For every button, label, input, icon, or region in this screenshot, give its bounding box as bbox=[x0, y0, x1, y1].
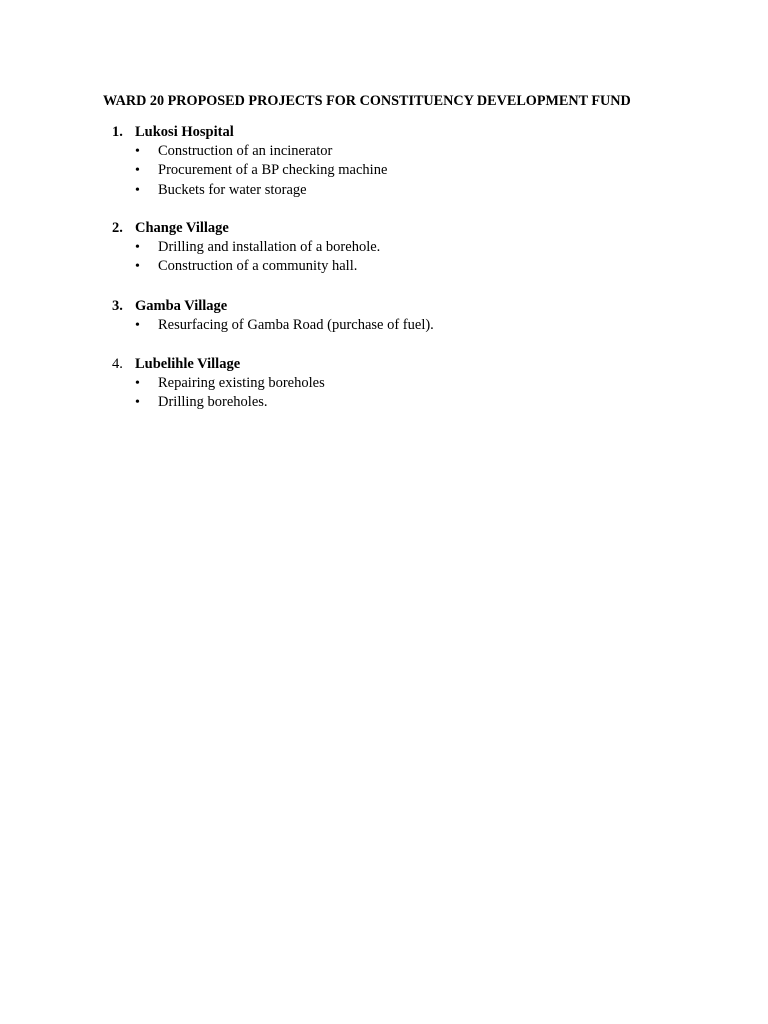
bullet-icon: • bbox=[135, 259, 140, 275]
bullet-icon: • bbox=[135, 144, 140, 159]
section-heading bbox=[112, 296, 712, 316]
bullet-icon: • bbox=[135, 163, 140, 179]
project-list bbox=[112, 374, 712, 413]
project-section-2 bbox=[112, 218, 712, 277]
list-item-text: Repairing existing boreholes bbox=[158, 375, 325, 391]
section-number: 3. bbox=[112, 298, 123, 314]
list-item bbox=[112, 316, 712, 335]
project-section-3 bbox=[112, 296, 712, 335]
project-list bbox=[112, 238, 712, 277]
list-item bbox=[112, 374, 712, 393]
list-item-text: Construction of an incinerator bbox=[158, 143, 333, 159]
section-number: 2. bbox=[112, 220, 123, 236]
project-section-4 bbox=[112, 354, 712, 413]
bullet-icon: • bbox=[135, 395, 140, 411]
bullet-icon: • bbox=[135, 240, 140, 255]
list-item-text: Drilling boreholes. bbox=[158, 394, 268, 411]
list-item-text: Resurfacing of Gamba Road (purchase of fuel). bbox=[158, 317, 434, 333]
section-heading bbox=[112, 218, 712, 238]
section-number: 1. bbox=[112, 124, 123, 140]
section-name: Lukosi Hospital bbox=[135, 124, 234, 140]
bullet-icon: • bbox=[135, 318, 140, 333]
list-item-text: Construction of a community hall. bbox=[158, 258, 358, 275]
list-item-text: Drilling and installation of a borehole. bbox=[158, 239, 381, 255]
section-heading bbox=[112, 354, 712, 374]
list-item-text: Buckets for water storage bbox=[158, 181, 307, 198]
list-item bbox=[112, 257, 712, 276]
project-section-1 bbox=[112, 122, 712, 200]
section-name: Gamba Village bbox=[135, 298, 228, 314]
section-number: 4. bbox=[112, 356, 123, 372]
document-title: WARD 20 PROPOSED PROJECTS FOR CONSTITUENCY DEVELOPMENT FUND bbox=[103, 93, 631, 109]
bullet-icon: • bbox=[135, 376, 140, 391]
section-name: Change Village bbox=[135, 220, 229, 236]
list-item bbox=[112, 181, 712, 200]
list-item-text: Procurement of a BP checking machine bbox=[158, 162, 388, 179]
list-item bbox=[112, 238, 712, 257]
project-list bbox=[112, 316, 712, 335]
list-item bbox=[112, 393, 712, 412]
list-item bbox=[112, 142, 712, 161]
section-heading bbox=[112, 122, 712, 142]
section-name: Lubelihle Village bbox=[135, 356, 241, 372]
bullet-icon: • bbox=[135, 182, 140, 198]
project-list bbox=[112, 142, 712, 200]
list-item bbox=[112, 161, 712, 180]
